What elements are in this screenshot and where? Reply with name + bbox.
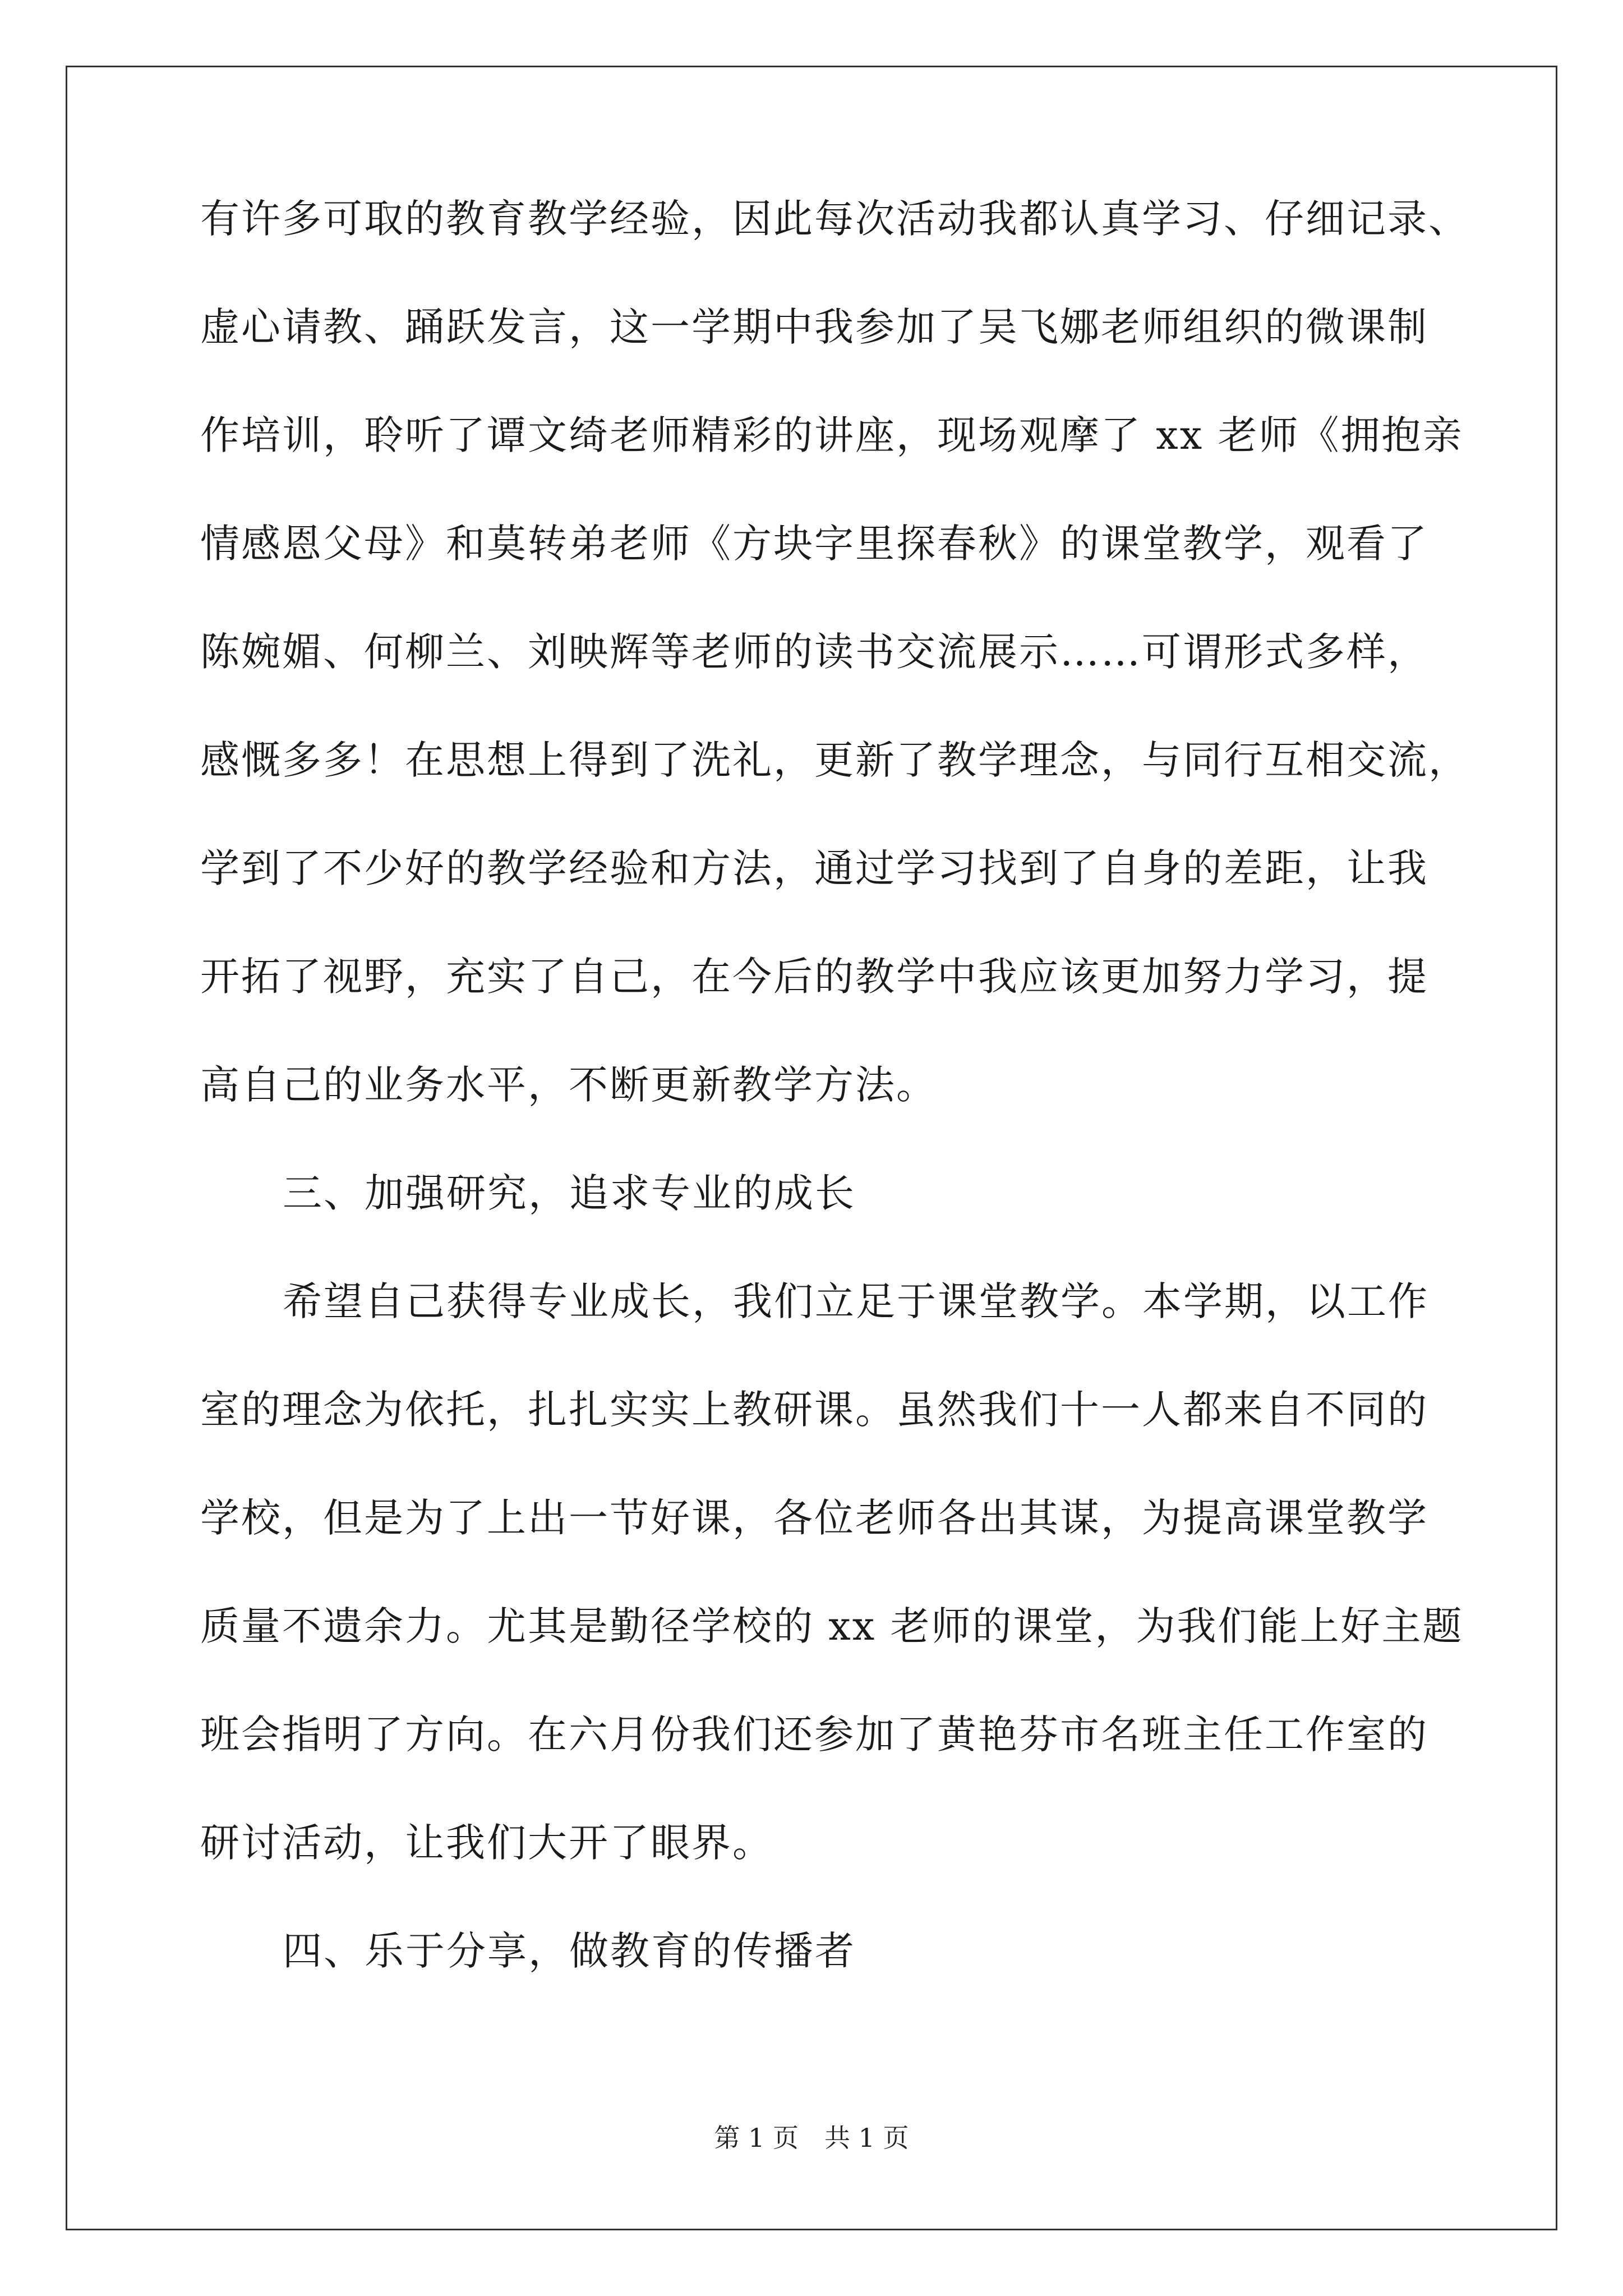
text-line: 研讨活动，让我们大开了眼界。: [200, 1820, 773, 1866]
text-line: 室的理念为依托，扎扎实实上教研课。虽然我们十一人都来自不同的: [200, 1387, 1428, 1433]
page-footer: 第 1 页 共 1 页: [714, 2123, 909, 2153]
text-line: 虚心请教、踊跃发言，这一学期中我参加了吴飞娜老师组织的微课制: [200, 304, 1428, 350]
text-line: 学到了不少好的教学经验和方法，通过学习找到了自身的差距，让我: [200, 845, 1428, 891]
text-line: 三、加强研究，追求专业的成长: [283, 1170, 856, 1216]
text-line: 作培训，聆听了谭文绮老师精彩的讲座，现场观摩了 xx 老师《拥抱亲: [200, 412, 1464, 458]
text-line: 学校，但是为了上出一节好课，各位老师各出其谋，为提高课堂教学: [200, 1495, 1428, 1541]
text-line: 质量不遗余力。尤其是勤径学校的 xx 老师的课堂，为我们能上好主题: [200, 1603, 1464, 1649]
paragraph-activities-continued: [200, 196, 1469, 1108]
text-line: 感慨多多！在思想上得到了洗礼，更新了教学理念，与同行互相交流，: [200, 737, 1469, 783]
text-line: 高自己的业务水平，不断更新教学方法。: [200, 1062, 937, 1108]
text-line: 情感恩父母》和莫转弟老师《方块字里探春秋》的课堂教学，观看了: [200, 521, 1428, 567]
text-line: 有许多可取的教育教学经验，因此每次活动我都认真学习、仔细记录、: [200, 196, 1469, 242]
paragraph-research: [200, 1278, 1464, 1866]
document-body: [200, 196, 1469, 2040]
text-line: 班会指明了方向。在六月份我们还参加了黄艳芬市名班主任工作室的: [200, 1711, 1428, 1757]
section-heading-three: [200, 1170, 1434, 1216]
text-line: 希望自己获得专业成长，我们立足于课堂教学。本学期，以工作: [283, 1278, 1429, 1324]
text-line: 开拓了视野，充实了自己，在今后的教学中我应该更加努力学习，提: [200, 954, 1428, 1000]
text-line: 陈婉媚、何柳兰、刘映辉等老师的读书交流展示……可谓形式多样，: [200, 629, 1428, 675]
text-line: 四、乐于分享，做教育的传播者: [283, 1928, 856, 1974]
section-heading-four: [200, 1928, 1434, 1974]
